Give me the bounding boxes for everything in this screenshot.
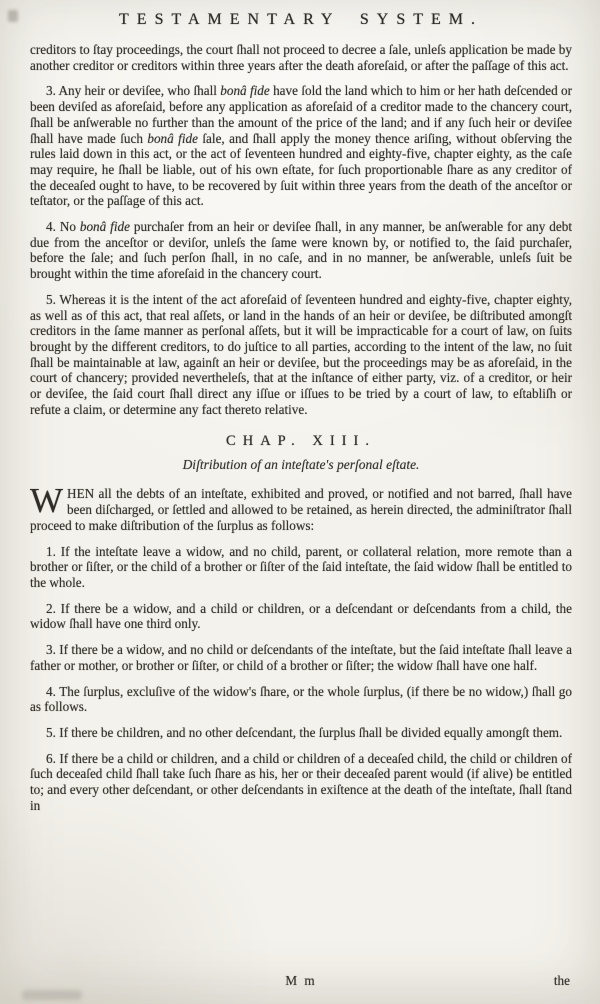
- distribution-item: 6. If there be a child or children, and a child or children of a deceaſed child, the child or children of ſuch deceaſed child ſhall take ſuch ſhare as his, her or their deceaſed parent would (if alive) be entitled to; and every other deſcendant, or other deſcendants in exiſtence at the death of the inteſtate, ſhall ſtand in: [30, 750, 572, 813]
- signature-mark: M m: [285, 973, 317, 988]
- distribution-item: 1. If the inteſtate leave a widow, and no child, parent, or collateral relation, more remote than a brother or ſiſter, or the child of a brother or ſiſter of the ſaid inteſtate, the ſaid widow ſhall be entitled to the whole.: [30, 543, 572, 590]
- distribution-item: 4. The ſurplus, excluſive of the widow's ſhare, or the whole ſurplus, (if there be no widow,) ſhall go as follows.: [30, 683, 572, 715]
- distribution-item: 3. If there be a widow, and no child or deſcendants of the inteſtate, but the ſaid inteſtate ſhall leave a father or mother, or brother or ſiſter, or child of a brother or ſiſter; the widow ſhall have one half.: [30, 642, 572, 673]
- body-paragraphs: [30, 42, 572, 417]
- ink-smudge: [8, 10, 18, 22]
- intro-text: HEN all the debts of an inteſtate, exhibited and proved, or notified and not barred, ſhall have been diſcharged, or ſettled and allowed to be retained, as herein directed, the adminiſtrator ſhall proceed to make diſtribution of the ſurplus as follows:: [30, 486, 572, 533]
- distribution-item: 2. If there be a widow, and a child or children, or a deſcendant or deſcendants from a child, the widow ſhall have one third only.: [30, 600, 572, 632]
- catchword: the: [553, 973, 570, 988]
- chapter-heading: CHAP. XIII.: [226, 433, 376, 450]
- page-footer: [30, 973, 572, 990]
- distribution-items: [30, 544, 572, 814]
- chapter-subtitle: Diſtribution of an inteſtate's perſonal eſtate.: [182, 457, 420, 473]
- paragraph: creditors to ſtay proceedings, the court ſhall not proceed to decree a ſale, unleſs application be made by another creditor or creditors within three years after the death aforeſaid, or after the paſſage of this act.: [30, 42, 572, 73]
- paragraph: 5. Whereas it is the intent of the act aforeſaid of ſeventeen hundred and eighty-five, chapter eighty, as well as of this act, that real aſſets, or land in the hands of an heir or deviſee, be diſtributed amongſt creditors in the ſame manner as perſonal aſſets, but it will be impracticable for a court of law, on ſuits brought by the different creditors, to do juſtice to all parties, according to the intent of the law, no ſuit ſhall be maintainable at law, againſt an heir or deviſee, but the proceedings may be as aforeſaid, in the court of chancery; provided nevertheleſs, that at the inſtance of either party, viz. of a creditor, or heir or deviſee, the ſaid court ſhall direct any iſſue or iſſues to be tried by a court of law, to eſtabliſh or refute a claim, or determine any fact thereto relative.: [30, 291, 572, 417]
- paragraph: 3. Any heir or deviſee, who ſhall bonâ fide have ſold the land which to him or her hath deſcended or been deviſed as aforeſaid, before any application as aforeſaid of a creditor made to the chancery court, ſhall be anſwerable no further than the amount of the price of the land; and if any ſuch heir or deviſee ſhall have made ſuch bonâ fide ſale, and ſhall apply the money thence ariſing, without obſerving the rules laid down in this act, or the act of ſeventeen hundred and eighty-five, chapter eighty, as the caſe may require, he ſhall be liable, out of his own eſtate, for ſuch proportionable ſhare as any creditor of the deceaſed ought to have, to be recovered by ſuit within three years from the death of the anceſtor or teſtator, or the paſſage of this act.: [30, 83, 572, 209]
- drop-cap: W: [30, 481, 64, 521]
- paragraph: 4. No bonâ fide purchaſer from an heir or deviſee ſhall, in any manner, be anſwerable for any debt due from the anceſtor or deviſor, unleſs the ſame were known by, or notified to, the ſaid purchaſer, before the ſale; and ſuch perſon ſhall, in no caſe, and in no manner, be anſwerable, unleſs ſuit be brought within the time aforeſaid in the chancery court.: [30, 219, 572, 282]
- ink-smudge: [22, 990, 82, 1000]
- distribution-item: 5. If there be children, and no other deſcendant, the ſurplus ſhall be divided equally amongſt them.: [46, 724, 563, 740]
- intro-paragraph: [30, 481, 572, 533]
- running-head: TESTAMENTARY SYSTEM.: [119, 11, 483, 28]
